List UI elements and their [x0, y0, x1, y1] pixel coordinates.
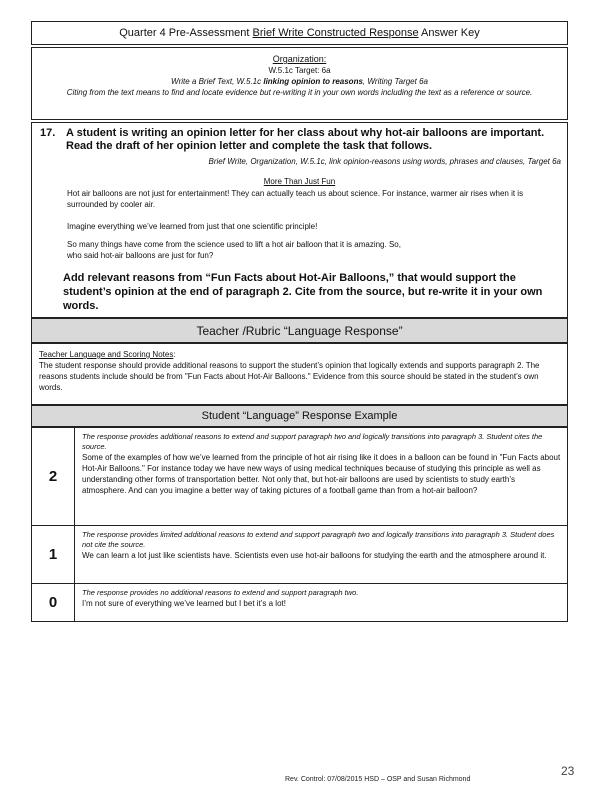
organization-line-bold: linking opinion to reasons: [263, 77, 363, 86]
header-suffix: Answer Key: [418, 27, 480, 39]
header-title: [31, 21, 568, 45]
score-sample: Some of the examples of how we’ve learned from the principle of hot air rising like it does in a balloon can be found in "Fun Facts about Hot-Air Balloons." For instance today we have new ways of using medical techniques because of studying this principle as well as understanding other forms of transportation better. Not only that, but hot-air balloons are used by scientists to study earth’s atmosphere. And can you imagine a better way of taking pictures of a football game than from a hot-air balloon?: [82, 453, 561, 495]
score-value: 1: [32, 526, 75, 583]
score-value: 2: [32, 428, 75, 525]
rubric-notes: [31, 343, 568, 405]
question-tag: Brief Write, Organization, W.5.1c, link opinion-reasons using words, phrases and clauses, Target 6a: [208, 157, 561, 166]
organization-target: W.5.1c Target: 6a: [268, 66, 331, 75]
organization-title: Organization:: [272, 54, 327, 64]
page-number: 23: [561, 764, 575, 778]
organization-line-prefix: Write a Brief Text, W.5.1c: [171, 77, 264, 86]
question-text: A student is writing an opinion letter for her class about why hot-air balloons are important. Read the draft of her opinion letter and complete the task that follows.: [66, 127, 545, 152]
organization-line: [40, 76, 559, 87]
draft-paragraph-2: Imagine everything we’ve learned from just that one scientific principle!: [67, 222, 318, 231]
question-task: Add relevant reasons from “Fun Facts about Hot-Air Balloons,” that would support the student’s opinion at the end of paragraph 2. Cite from the source, but re-write it in your own words.: [63, 272, 543, 312]
organization-box: [31, 47, 568, 120]
score-sample: I’m not sure of everything we’ve learned but I bet it’s a lot!: [82, 599, 286, 608]
score-row-0: [32, 583, 567, 621]
notes-label: Teacher Language and Scoring Notes: [39, 350, 174, 359]
footer-credit: Rev. Control: 07/08/2015 HSD – OSP and Susan Richmond: [285, 776, 471, 783]
example-heading: Student “Language” Response Example: [31, 405, 568, 427]
score-criterion: The response provides limited additional reasons to extend and support paragraph two and logically transitions into paragraph 3. Student does not cite the source.: [82, 530, 555, 549]
organization-citing: Citing from the text means to find and locate evidence but re-writing it in your own words including the text as a reference or source.: [66, 88, 533, 97]
score-criterion: The response provides no additional reasons to extend and support paragraph two.: [82, 588, 359, 597]
score-criterion: The response provides additional reasons to extend and support paragraph two and logically transitions into paragraph 3. Student cites the source.: [82, 432, 543, 451]
header-underlined: Brief Write Constructed Response: [252, 27, 419, 39]
organization-line-suffix: , Writing Target 6a: [362, 77, 428, 86]
score-row-2: [32, 427, 567, 525]
score-table: [31, 427, 568, 622]
draft-title: More Than Just Fun: [263, 177, 336, 186]
score-value: 0: [32, 584, 75, 621]
notes-text: The student response should provide additional reasons to support the student’s opinion that logically extends and supports paragraph 2. The reasons students include should be from "Fun Facts about Hot-Air Balloons." Evidence from this source should be stated in the student’s own words.: [39, 361, 540, 392]
rubric-heading: Teacher /Rubric “Language Response”: [31, 318, 568, 343]
notes-colon: :: [173, 350, 176, 359]
score-sample: We can learn a lot just like scientists have. Scientists even use hot-air balloons for studying the earth and the atmosphere around it.: [82, 551, 547, 560]
question-box: [31, 122, 568, 318]
draft-paragraph-1: Hot air balloons are not just for entertainment! They can actually teach us about science. For instance, warmer air rises when it is surrounded by cooler air.: [67, 189, 524, 209]
question-number: 17.: [40, 127, 56, 139]
header-prefix: Quarter 4 Pre-Assessment: [119, 27, 253, 39]
score-row-1: [32, 525, 567, 583]
draft-paragraph-3: So many things have come from the science used to lift a hot air balloon that it is amazing. So, who said hot-air balloons are just for fun?: [67, 240, 401, 260]
